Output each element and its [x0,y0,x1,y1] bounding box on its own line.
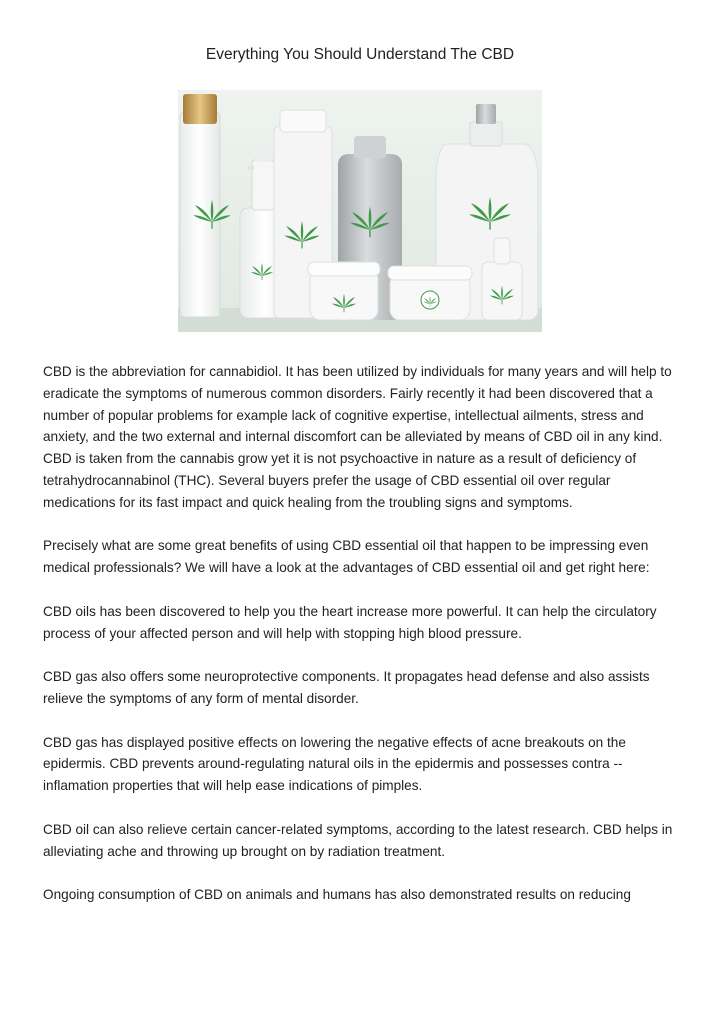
document-title: Everything You Should Understand The CBD [205,46,515,63]
paragraph: CBD is the abbreviation for cannabidiol. It has been utilized by individuals for many years and will help to eradicate the symptoms of numerous common disorders. Fairly recently it had been discovered that a number of popular problems for example lack of cognitive expertise, intellectual ailments, stress and anxiety, and the two external and internal discomfort can be alleviated by means of CBD oil in any kind. CBD is taken from the cannabis grow yet it is not psychoactive in nature as a result of deficiency of tetrahydrocannabinol (THC). Several buyers prefer the usage of CBD essential oil over regular medications for its fast impact and quick healing from the troubling signs and symptoms. [43,364,672,510]
article-body [43,361,679,928]
paragraph: CBD gas has displayed positive effects on lowering the negative effects of acne breakouts on the epidermis. CBD prevents around-regulating natural oils in the epidermis and possesses contra -- inflamation properties that will help ease indications of pimples. [43,734,626,794]
paragraph: Precisely what are some great benefits of using CBD essential oil that happen to be impressing even medical professionals? We will have a look at the advantages of CBD essential oil and get right here: [43,538,650,576]
paragraph: CBD oil can also relieve certain cancer-related symptoms, according to the latest research. CBD helps in alleviating ache and throwing up brought on by radiation treatment. [43,821,673,859]
paragraph: Ongoing consumption of CBD on animals and humans has also demonstrated results on reducing [43,887,631,903]
paragraph: CBD oils has been discovered to help you the heart increase more powerful. It can help the circulatory process of your affected person and will help with stopping high blood pressure. [43,603,657,641]
cbd-product-bottles-image [178,90,542,332]
paragraph: CBD gas also offers some neuroprotective components. It propagates head defense and also assists relieve the symptoms of any form of mental disorder. [43,669,650,706]
